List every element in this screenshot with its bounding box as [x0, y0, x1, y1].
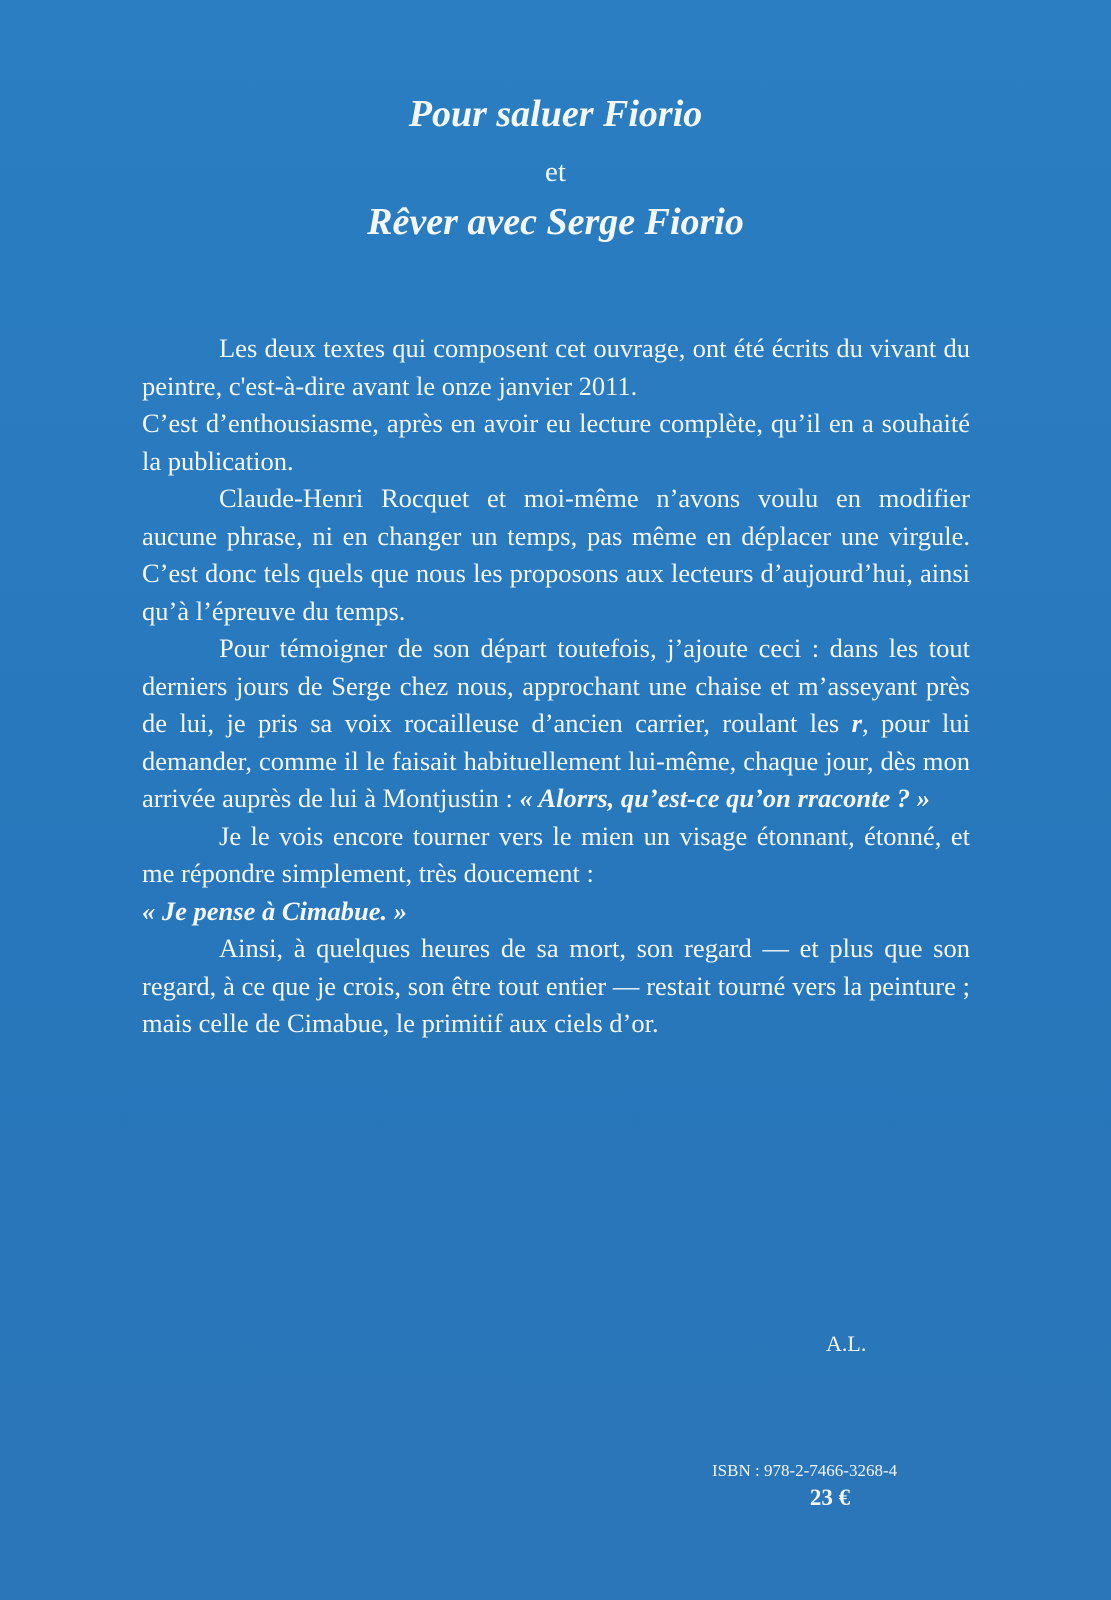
title-line-1: Pour saluer Fiorio — [408, 93, 703, 135]
isbn: ISBN : 978-2-7466-3268-4 — [712, 1461, 898, 1480]
quote-cimabue: « Je pense à Cimabue. » — [142, 895, 407, 926]
paragraph-6 — [142, 893, 970, 931]
paragraph-5: Je le vois encore tourner vers le mien un visage étonnant, étonné, et me répondre simplement, très doucement : — [142, 820, 970, 888]
price: 23 € — [809, 1485, 851, 1510]
paragraph-1: Les deux textes qui composent cet ouvrage, ont été écrits du vivant du peintre, c'est-à-dire avant le onze janvier 2011. — [142, 333, 970, 401]
paragraph-4-part-2: , pour lui demander, comme il le faisait habituellement lui-même, chaque jour, dès mon arrivée auprès de lui à Montjustin : — [142, 708, 970, 813]
paragraph-4-part-1: Pour témoigner de son départ toutefois, j’ajoute ceci : dans les tout derniers jours de Serge chez nous, approchant une chaise et m’asseyant près de lui, je pris sa voix rocailleuse d’ancien carrier, roulant les — [142, 633, 970, 738]
title-line-2: Rêver avec Serge Fiorio — [367, 201, 744, 243]
blurb-text — [142, 330, 970, 1043]
paragraph-3: Claude-Henri Rocquet et moi-même n’avons voulu en modifier aucune phrase, ni en changer un temps, pas même en déplacer une virgule. C’est donc tels quels que nous les proposons aux lecteurs d’aujourd’hui, ainsi qu’à l’épreuve du temps. — [142, 483, 970, 626]
author-initials: A.L. — [826, 1331, 867, 1356]
title-conjunction: et — [545, 156, 566, 188]
rolled-r: r — [851, 708, 862, 738]
paragraph-4 — [142, 630, 970, 818]
paragraph-2: C’est d’enthousiasme, après en avoir eu lecture complète, qu’il en a souhaité la publication. — [142, 408, 970, 476]
paragraph-7: Ainsi, à quelques heures de sa mort, son regard — et plus que son regard, à ce que je crois, son être tout entier — restait tourné vers la peinture ; mais celle de Cimabue, le primitif aux ciels d’or. — [142, 933, 970, 1038]
quote-alorrs: « Alorrs, qu’est-ce qu’on rraconte ? » — [519, 783, 931, 813]
